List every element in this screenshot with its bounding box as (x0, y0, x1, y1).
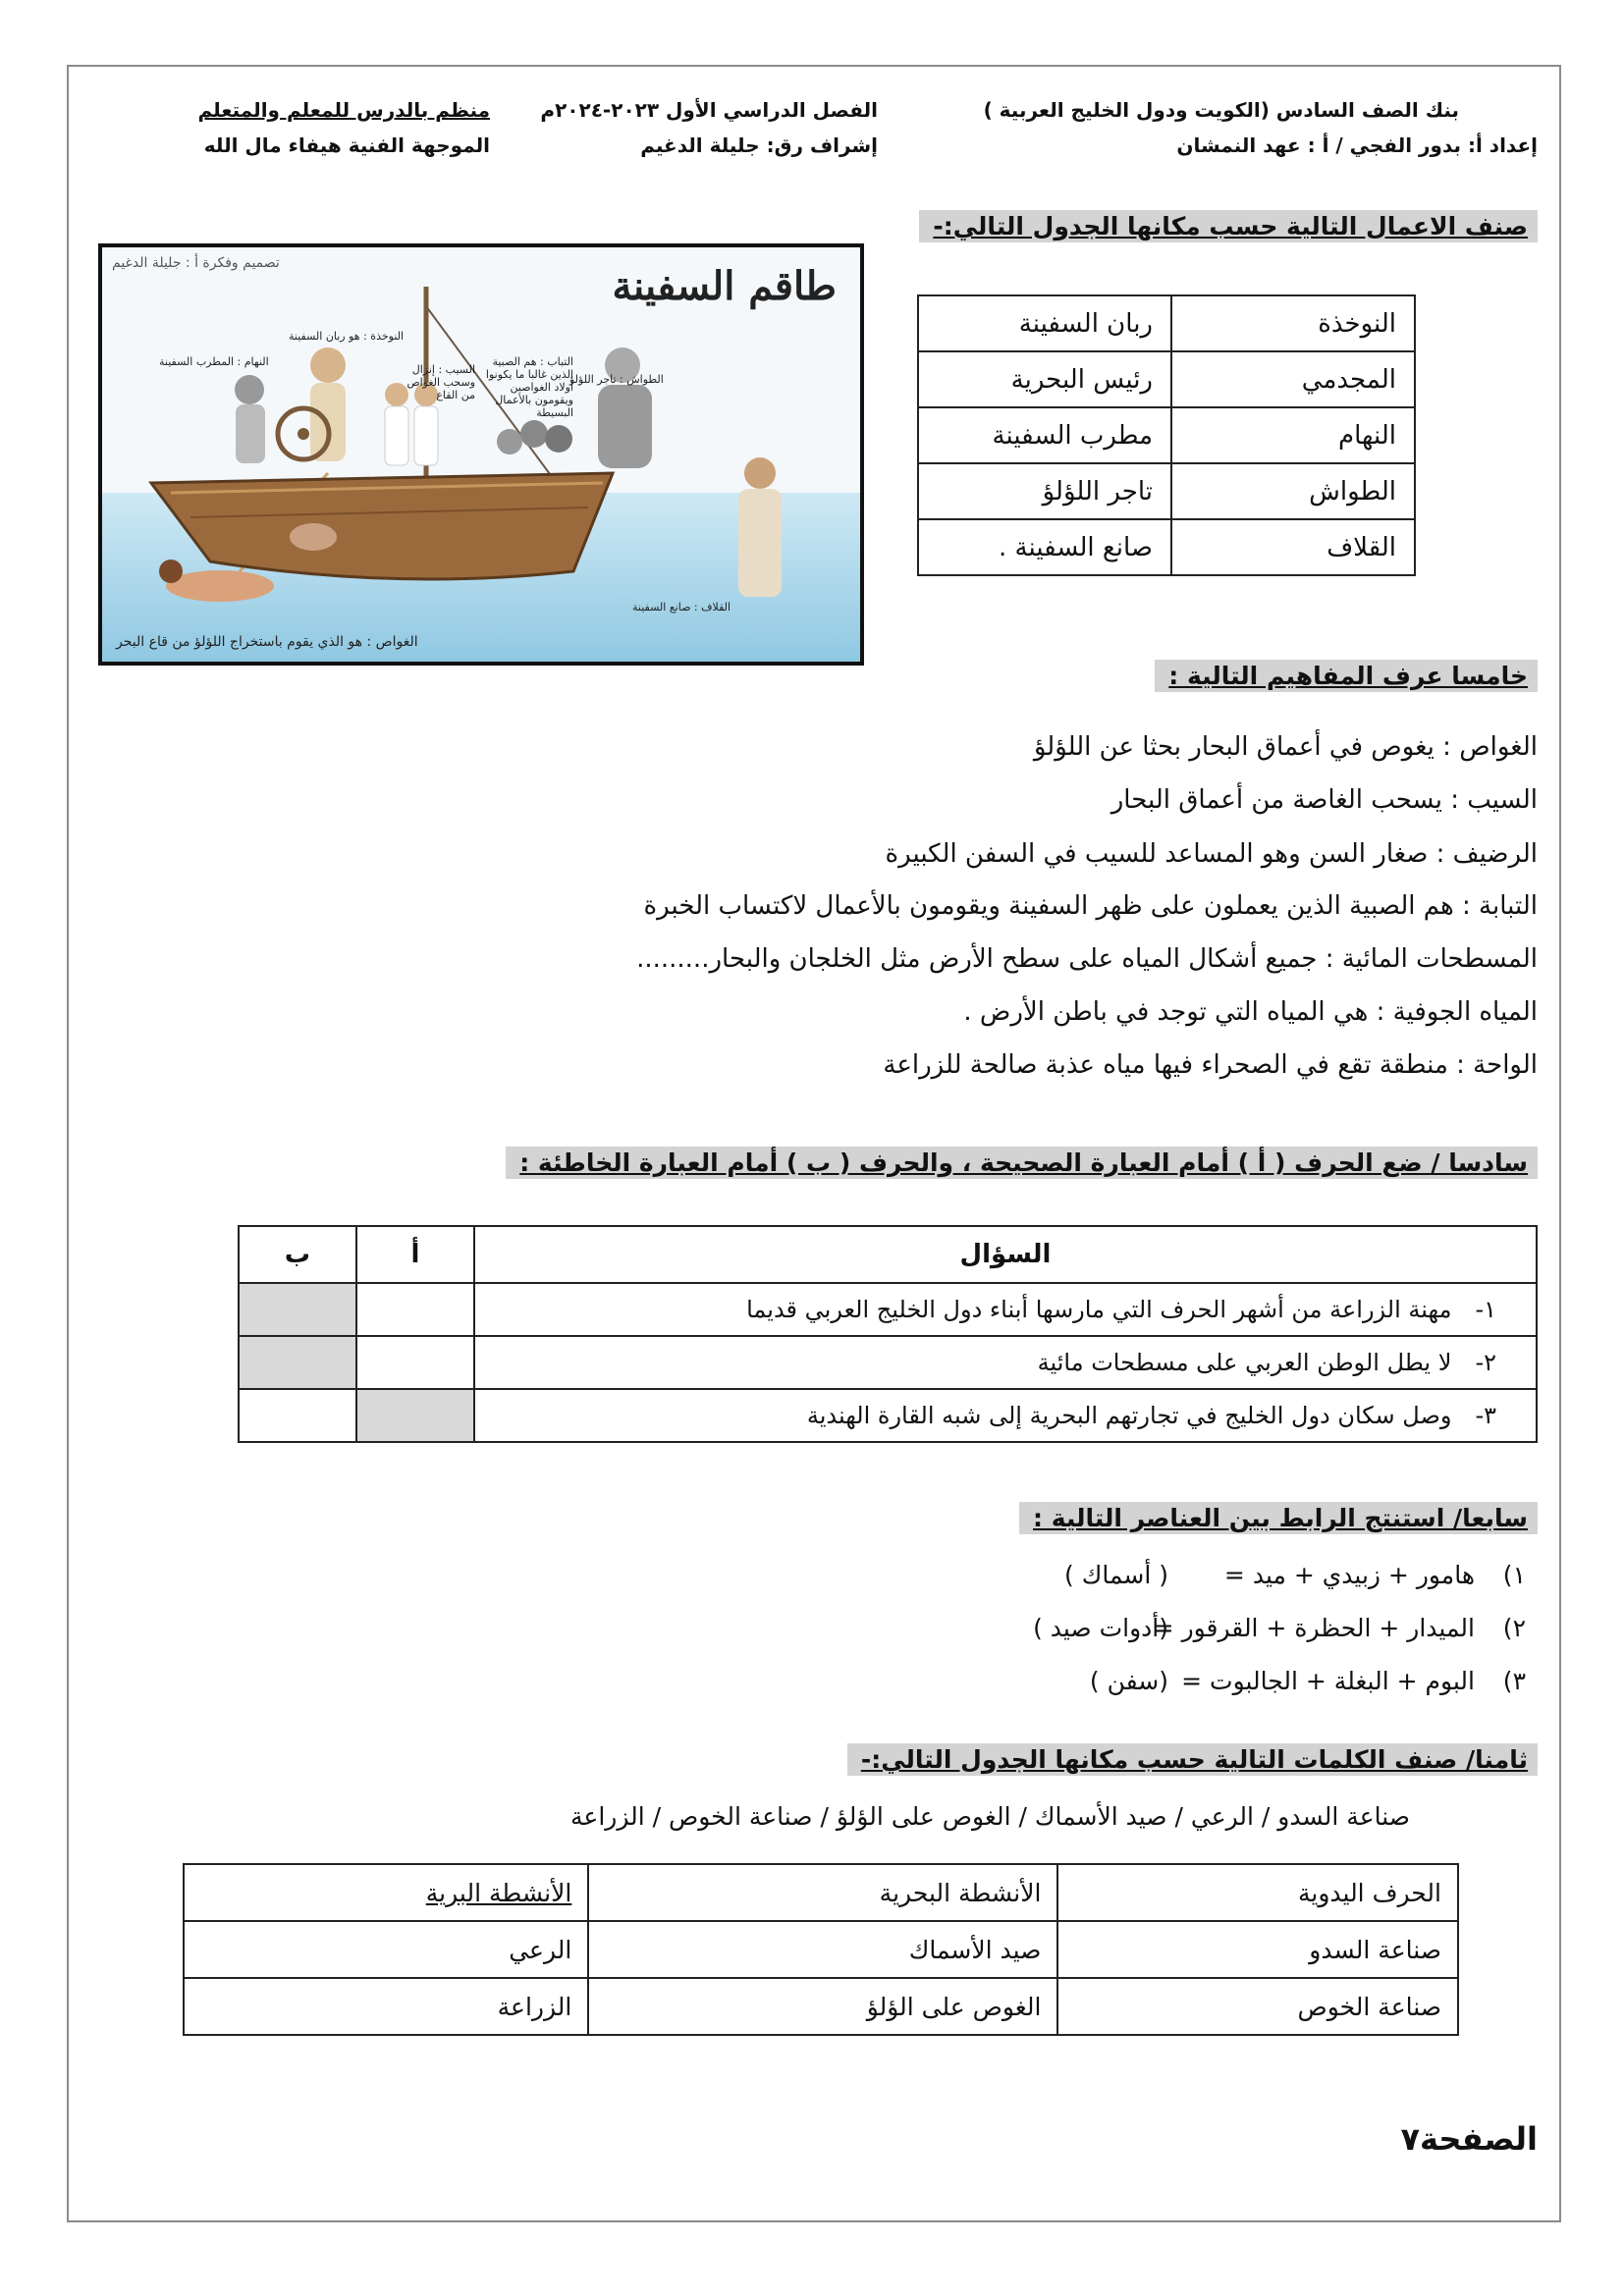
true-false-table (238, 1225, 1538, 1443)
jobs-table (917, 294, 1416, 576)
section-eight-title: ثامنا/ صنف الكلمات التالية حسب مكانها الجدول التالي:- (847, 1743, 1538, 1776)
illustration-caption: الغواص : هو الذي يقوم باستخراج اللؤلؤ من قاع البحر (116, 634, 418, 650)
label-tawash: الطواش : تاجر اللؤلؤ (569, 373, 664, 386)
definition-line: الرضيف : صغار السن وهو المساعد للسيب في السفن الكبيرة (885, 839, 1538, 869)
job-term: النوخذة (1171, 295, 1415, 351)
answer-a-cell[interactable] (356, 1283, 474, 1336)
relation-number: ١) (1502, 1561, 1526, 1589)
header-organizer: منظم بالدرس للمعلم والمتعلم (197, 98, 490, 122)
relation-number: ٣) (1502, 1667, 1526, 1695)
section-seven-title: سابعا/ استنتج الرابط بين العناصر التالية : (1019, 1502, 1538, 1534)
definition-line: الغواص : يغوص في أعماق البحار بحثا عن اللؤلؤ (1033, 732, 1538, 762)
jobs-row (918, 519, 1415, 575)
classification-header: الحرف اليدوية (1057, 1864, 1458, 1921)
answer-a-cell[interactable] (356, 1336, 474, 1389)
relation-answer: ( أسماك ) (1064, 1561, 1168, 1589)
tf-text: مهنة الزراعة من أشهر الحرف التي مارسها أبناء دول الخليج العربي قديما (746, 1296, 1452, 1323)
tf-question (474, 1283, 1537, 1336)
classification-table (183, 1863, 1459, 2036)
answer-b-cell[interactable] (239, 1336, 356, 1389)
relation-elements: الميدار + الحظرة + القرقور = (1153, 1614, 1475, 1642)
jobs-row (918, 351, 1415, 407)
classification-header-row (184, 1864, 1458, 1921)
section-six-title: سادسا / ضع الحرف ( أ ) أمام العبارة الصحيحة ، والحرف ( ب ) أمام العبارة الخاطئة : (506, 1147, 1538, 1179)
tf-number: ١- (1475, 1296, 1496, 1323)
label-saib: السيب : إنزال وسحب الغواص من القاع (406, 363, 475, 401)
illustration-title: طاقم السفينة (612, 263, 837, 309)
job-meaning: مطرب السفينة (918, 407, 1171, 463)
relation-answer: (سفن ) (1089, 1667, 1168, 1695)
classification-row (184, 1921, 1458, 1978)
tf-question (474, 1389, 1537, 1442)
job-meaning: تاجر اللؤلؤ (918, 463, 1171, 519)
classification-cell: صناعة الخوص (1057, 1978, 1458, 2035)
definition-line: التبابة : هم الصبية الذين يعملون على ظهر السفينة ويقومون بالأعمال لاكتساب الخبرة (643, 891, 1538, 921)
classification-cell: الرعي (184, 1921, 588, 1978)
relation-elements: هامور + زبيدي + ميد = (1223, 1561, 1475, 1589)
definition-line: الواحة : منطقة تقع في الصحراء فيها مياه عذبة صالحة للزراعة (883, 1050, 1538, 1080)
job-term: القلاف (1171, 519, 1415, 575)
tf-text: وصل سكان دول الخليج في تجارتهم البحرية إلى شبه القارة الهندية (806, 1402, 1452, 1429)
label-qallaf: القلاف : صانع السفينة (632, 601, 731, 614)
col-a-header: أ (356, 1226, 474, 1283)
col-question-header: السؤال (474, 1226, 1537, 1283)
relation-answer: (أدوات صيد ) (1033, 1614, 1168, 1642)
answer-b-cell[interactable] (239, 1389, 356, 1442)
classification-header: الأنشطة البحرية (588, 1864, 1057, 1921)
relation-elements: البوم + البغلة + الجالبوت = (1181, 1667, 1475, 1695)
relation-item (1090, 1667, 1526, 1695)
classification-cell: صناعة السدو (1057, 1921, 1458, 1978)
tf-row (239, 1389, 1537, 1442)
tf-question (474, 1336, 1537, 1389)
job-term: الطواش (1171, 463, 1415, 519)
relation-number: ٢) (1502, 1614, 1526, 1642)
tf-number: ٢- (1475, 1349, 1496, 1376)
job-meaning: ربان السفينة (918, 295, 1171, 351)
word-bank: صناعة السدو / الرعي / صيد الأسماك / الغوص على الؤلؤ / صناعة الخوص / الزراعة (570, 1802, 1410, 1831)
relation-item (1033, 1614, 1526, 1642)
job-meaning: رئيس البحرية (918, 351, 1171, 407)
jobs-row (918, 295, 1415, 351)
header-supervision: إشراف رق: جليلة الدغيم (640, 133, 878, 157)
jobs-row (918, 407, 1415, 463)
header-bank-line: بنك الصف السادس (الكويت ودول الخليج العربية ) (983, 98, 1459, 122)
page-number: الصفحة٧ (1400, 2120, 1538, 2158)
ship-crew-illustration (98, 243, 864, 666)
classification-cell: الزراعة (184, 1978, 588, 2035)
job-term: المجدمي (1171, 351, 1415, 407)
header-supervisor: الموجهة الفنية هيفاء مال الله (203, 133, 490, 157)
job-term: النهام (1171, 407, 1415, 463)
col-b-header: ب (239, 1226, 356, 1283)
header-semester: الفصل الدراسي الأول ٢٠٢٣-٢٠٢٤م (540, 98, 878, 122)
tf-text: لا يطل الوطن العربي على مسطحات مائية (1037, 1349, 1452, 1376)
section-five-title: خامسا عرف المفاهيم التالية : (1155, 660, 1538, 692)
definition-line: المسطحات المائية : جميع أشكال المياه على سطح الأرض مثل الخلجان والبحار......... (636, 944, 1538, 974)
label-nokhetha: النوخذة : هو ربان السفينة (289, 330, 405, 343)
label-naham: النهام : المطرب السفينة (159, 355, 269, 368)
tf-row (239, 1283, 1537, 1336)
definition-line: السيب : يسحب الغاصة من أعماق البحار (1110, 785, 1538, 815)
definition-line: المياه الجوفية : هي المياه التي توجد في باطن الأرض . (963, 997, 1538, 1027)
relation-item (1064, 1561, 1526, 1589)
classification-cell: الغوص على الؤلؤ (588, 1978, 1057, 2035)
answer-a-cell[interactable] (356, 1389, 474, 1442)
classification-cell: صيد الأسماك (588, 1921, 1057, 1978)
section-jobs-title: صنف الاعمال التالية حسب مكانها الجدول التالي:- (919, 210, 1538, 242)
classification-row (184, 1978, 1458, 2035)
illustration-credit: تصميم وفكرة أ : جليلة الدغيم (112, 255, 280, 271)
job-meaning: صانع السفينة . (918, 519, 1171, 575)
ship-crew-drawing (102, 247, 860, 662)
classification-header: الأنشطة البرية (184, 1864, 588, 1921)
label-tabab: التباب : هم الصبية الذين غالبا ما يكونوا أولاد الغواصين ويقومون بالأعمال البسيطة (485, 355, 573, 419)
tf-row (239, 1336, 1537, 1389)
header-prepared-by: إعداد أ: بدور الفجي / أ : عهد النمشان (1176, 133, 1538, 157)
tf-number: ٣- (1475, 1402, 1496, 1429)
answer-b-cell[interactable] (239, 1283, 356, 1336)
jobs-row (918, 463, 1415, 519)
